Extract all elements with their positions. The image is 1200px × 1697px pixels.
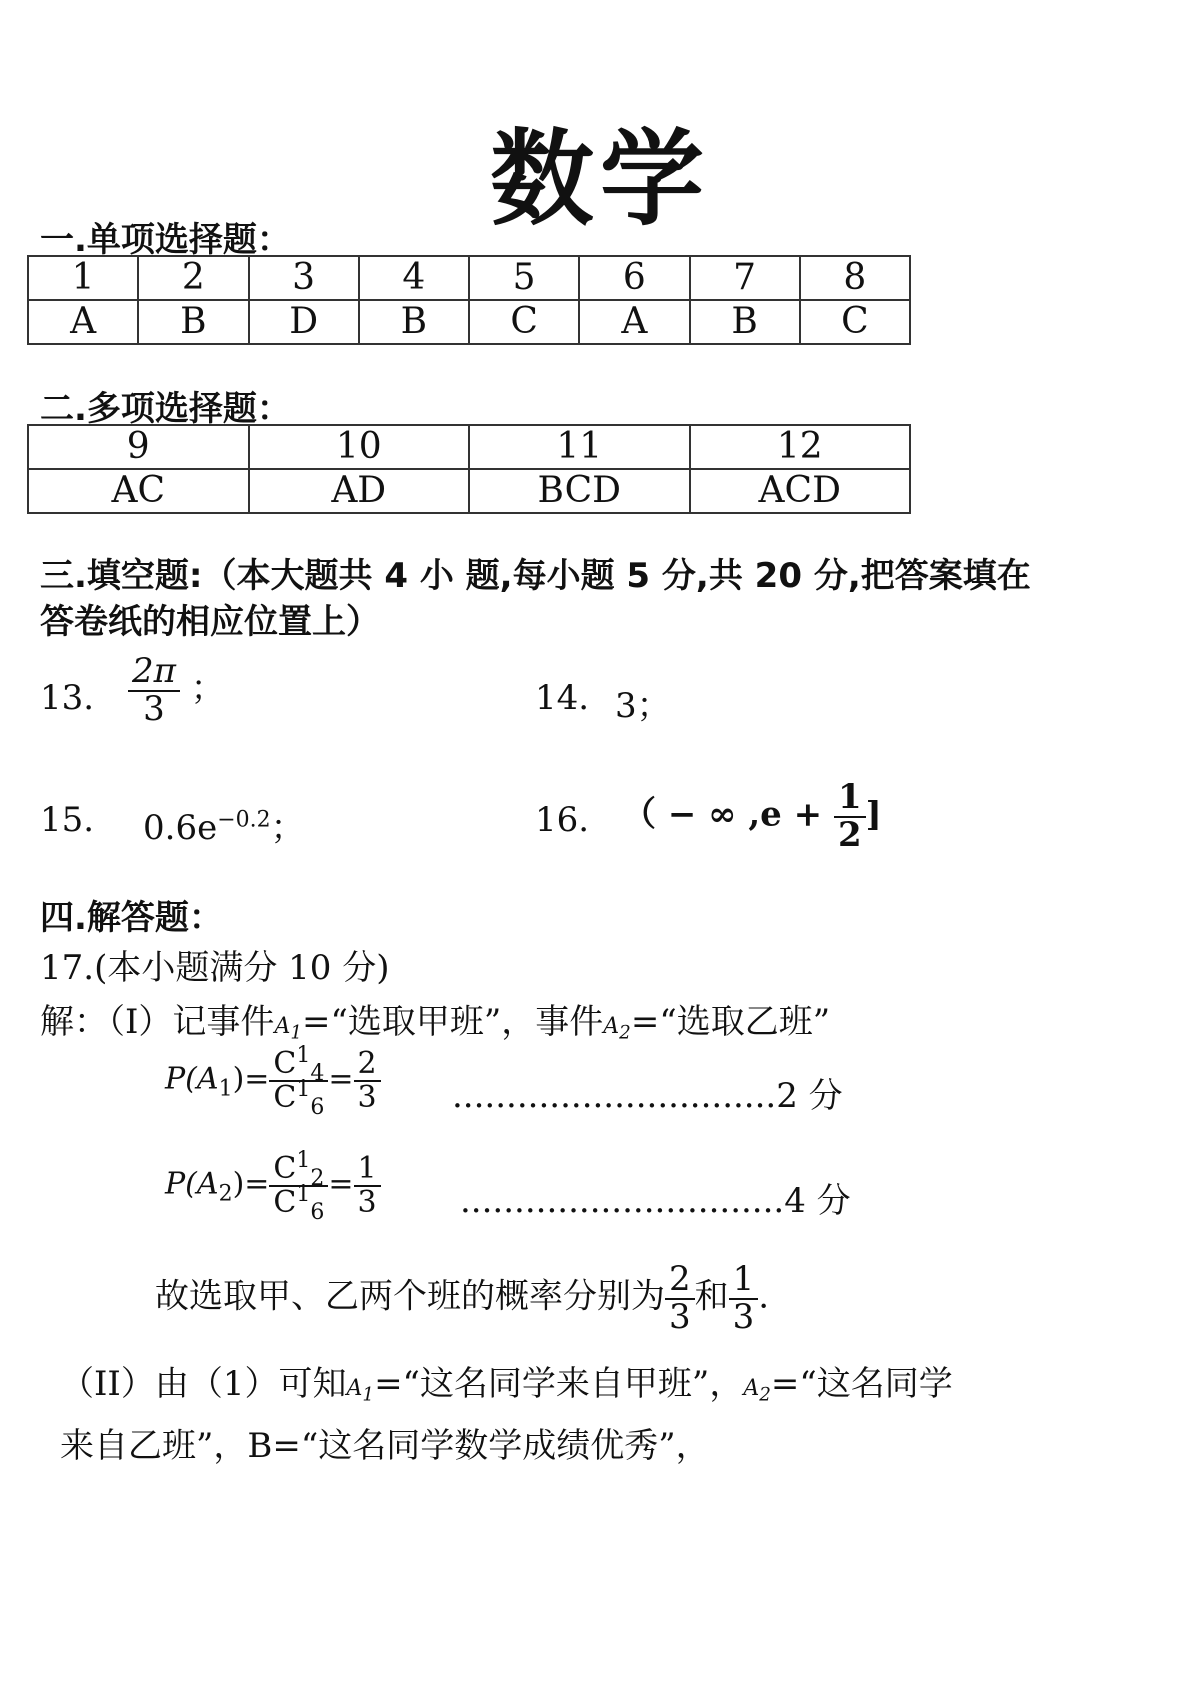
part2-line1-part-a: （II）由（1）可知 bbox=[60, 1364, 347, 1404]
table-cell: A bbox=[579, 300, 689, 344]
event-a1-letter: A bbox=[274, 1014, 291, 1039]
solution-line1-part-b: =“选取甲班”，事件 bbox=[302, 1002, 604, 1042]
table-cell: 2 bbox=[138, 256, 248, 300]
eq2-denominator bbox=[269, 1181, 328, 1225]
conclusion-fraction-1 bbox=[665, 1259, 695, 1337]
section3-heading-line2: 答卷纸的相应位置上） bbox=[40, 602, 380, 642]
part2-event-a1-letter: A bbox=[346, 1376, 363, 1401]
section2-heading: 二.多项选择题： bbox=[40, 389, 291, 429]
part2-line1 bbox=[60, 1356, 953, 1405]
eq2-result-fraction bbox=[354, 1153, 381, 1218]
q14-answer: 3； bbox=[615, 686, 671, 726]
eq2-num-sup: 1 bbox=[296, 1148, 311, 1173]
table-row bbox=[28, 300, 910, 344]
conclusion-part-c: . bbox=[758, 1276, 770, 1317]
part2-event-a1-subscript: 1 bbox=[362, 1384, 375, 1406]
q13-answer bbox=[128, 651, 225, 729]
q13-tail: ； bbox=[190, 668, 225, 709]
table-cell: B bbox=[138, 300, 248, 344]
part2-line1-part-b: =“这名同学来自甲班”， bbox=[374, 1364, 744, 1404]
table-cell: AC bbox=[28, 469, 249, 513]
event-a2-subscript: 2 bbox=[619, 1022, 631, 1044]
table-row bbox=[28, 425, 910, 469]
eq1-result-numerator: 2 bbox=[357, 1046, 377, 1081]
eq2-result-numerator: 1 bbox=[357, 1151, 377, 1186]
part2-line1-part-c: =“这名同学 bbox=[770, 1364, 953, 1404]
part2-line2: 来自乙班”，B=“这名同学数学成绩优秀”， bbox=[60, 1426, 710, 1466]
table-cell: 1 bbox=[28, 256, 138, 300]
eq1-equals: = bbox=[328, 1061, 354, 1097]
q15-tail: ； bbox=[270, 808, 305, 848]
eq2-den-c: C bbox=[273, 1184, 297, 1220]
q15-base: 0.6e bbox=[143, 808, 218, 848]
table-row bbox=[28, 469, 910, 513]
page-title: 数学 bbox=[489, 117, 710, 240]
eq1-score: ..............................2 分 bbox=[452, 1076, 843, 1116]
solution-line1 bbox=[40, 994, 830, 1043]
table-cell: 11 bbox=[469, 425, 690, 469]
q17-title: 17.(本小题满分 10 分) bbox=[40, 948, 390, 988]
table-cell: BCD bbox=[469, 469, 690, 513]
conclusion-f1-numerator: 2 bbox=[669, 1259, 691, 1299]
part2-event-a2-letter: A bbox=[743, 1376, 760, 1401]
eq2-result-denominator: 3 bbox=[354, 1185, 381, 1219]
single-choice-table bbox=[27, 255, 911, 345]
eq2-num-sub: 2 bbox=[310, 1166, 325, 1191]
section3-heading-line1: 三.填空题:（本大题共 4 小 题,每小题 5 分,共 20 分,把答案填在 bbox=[40, 556, 1031, 596]
eq1-close-paren: )= bbox=[232, 1061, 270, 1097]
conclusion-f1-denominator: 3 bbox=[665, 1298, 695, 1336]
table-cell: 8 bbox=[800, 256, 910, 300]
eq1-combination-fraction bbox=[269, 1043, 328, 1120]
eq1-result-fraction bbox=[354, 1048, 381, 1113]
solution-line1-part-a: 解：（I）记事件 bbox=[40, 1002, 275, 1042]
eq2-lhs-subscript: 2 bbox=[218, 1181, 233, 1207]
q14-label: 14. bbox=[535, 678, 590, 718]
eq1-lhs: P(A bbox=[165, 1061, 219, 1097]
eq2-lhs: P(A bbox=[165, 1166, 219, 1202]
part2-event-a2-subscript: 2 bbox=[759, 1384, 771, 1406]
eq2-equals: = bbox=[328, 1166, 354, 1202]
q15-exponent: −0.2 bbox=[217, 807, 271, 833]
part2-event-a2 bbox=[743, 1376, 771, 1406]
event-a2-letter: A bbox=[603, 1014, 620, 1039]
conclusion-part-b: 和 bbox=[694, 1276, 729, 1317]
table-cell: 6 bbox=[579, 256, 689, 300]
conclusion-part-a: 故选取甲、乙两个班的概率分别为 bbox=[155, 1276, 665, 1317]
equation-p-a1 bbox=[165, 1043, 381, 1120]
eq2-numerator bbox=[269, 1148, 328, 1191]
table-cell: 7 bbox=[690, 256, 800, 300]
q16-fraction bbox=[834, 777, 866, 855]
section4-heading: 四.解答题： bbox=[40, 898, 223, 938]
table-cell: 10 bbox=[249, 425, 470, 469]
q16-label: 16. bbox=[535, 800, 590, 840]
conclusion-fraction-2 bbox=[729, 1259, 759, 1337]
q13-numerator: 2π bbox=[132, 651, 176, 691]
q13-label: 13. bbox=[40, 678, 95, 718]
table-cell: 9 bbox=[28, 425, 249, 469]
eq2-den-sup: 1 bbox=[296, 1181, 311, 1207]
section1-heading: 一.单项选择题： bbox=[40, 220, 291, 260]
table-cell: D bbox=[249, 300, 359, 344]
event-a1-symbol bbox=[274, 1014, 302, 1044]
eq1-lhs-subscript: 1 bbox=[218, 1076, 233, 1102]
table-cell: 3 bbox=[249, 256, 359, 300]
eq2-close-paren: )= bbox=[232, 1166, 270, 1202]
eq1-denominator bbox=[269, 1076, 328, 1120]
eq1-num-c: C bbox=[273, 1046, 297, 1081]
eq1-num-sub: 4 bbox=[310, 1061, 325, 1086]
eq1-num-sup: 1 bbox=[296, 1043, 311, 1068]
q16-answer bbox=[622, 777, 882, 855]
table-cell: B bbox=[359, 300, 469, 344]
q13-denominator: 3 bbox=[128, 690, 180, 728]
table-cell: A bbox=[28, 300, 138, 344]
eq2-num-c: C bbox=[273, 1151, 297, 1186]
table-cell: ACD bbox=[690, 469, 911, 513]
event-a1-subscript: 1 bbox=[290, 1022, 302, 1044]
table-cell: B bbox=[690, 300, 800, 344]
conclusion-f2-denominator: 3 bbox=[729, 1298, 759, 1336]
equation-p-a2 bbox=[165, 1148, 381, 1225]
eq1-numerator bbox=[269, 1043, 328, 1086]
multiple-choice-table bbox=[27, 424, 911, 514]
eq2-den-sub: 6 bbox=[310, 1199, 325, 1225]
eq2-combination-fraction bbox=[269, 1148, 328, 1225]
eq2-score: ..............................4 分 bbox=[460, 1181, 851, 1221]
solution-line1-part-c: =“选取乙班” bbox=[630, 1002, 831, 1042]
table-cell: C bbox=[469, 300, 579, 344]
conclusion-f2-numerator: 1 bbox=[732, 1259, 755, 1299]
table-cell: AD bbox=[249, 469, 470, 513]
q13-fraction bbox=[128, 651, 180, 729]
part2-event-a1 bbox=[346, 1376, 375, 1406]
eq1-den-sub: 6 bbox=[310, 1094, 325, 1120]
table-row bbox=[28, 256, 910, 300]
q16-suffix: ] bbox=[865, 794, 882, 835]
q16-denominator: 2 bbox=[834, 816, 866, 854]
table-cell: 5 bbox=[469, 256, 579, 300]
q15-label: 15. bbox=[40, 800, 95, 840]
q15-answer bbox=[143, 800, 305, 849]
q16-prefix: （ − ∞ ,e + bbox=[622, 794, 834, 835]
conclusion-line bbox=[155, 1259, 770, 1337]
table-cell: 12 bbox=[690, 425, 911, 469]
table-cell: 4 bbox=[359, 256, 469, 300]
eq1-den-c: C bbox=[273, 1079, 297, 1115]
event-a2-symbol bbox=[603, 1014, 631, 1044]
q16-numerator: 1 bbox=[837, 777, 862, 817]
eq1-result-denominator: 3 bbox=[354, 1080, 381, 1114]
table-cell: C bbox=[800, 300, 910, 344]
eq1-den-sup: 1 bbox=[296, 1076, 311, 1102]
